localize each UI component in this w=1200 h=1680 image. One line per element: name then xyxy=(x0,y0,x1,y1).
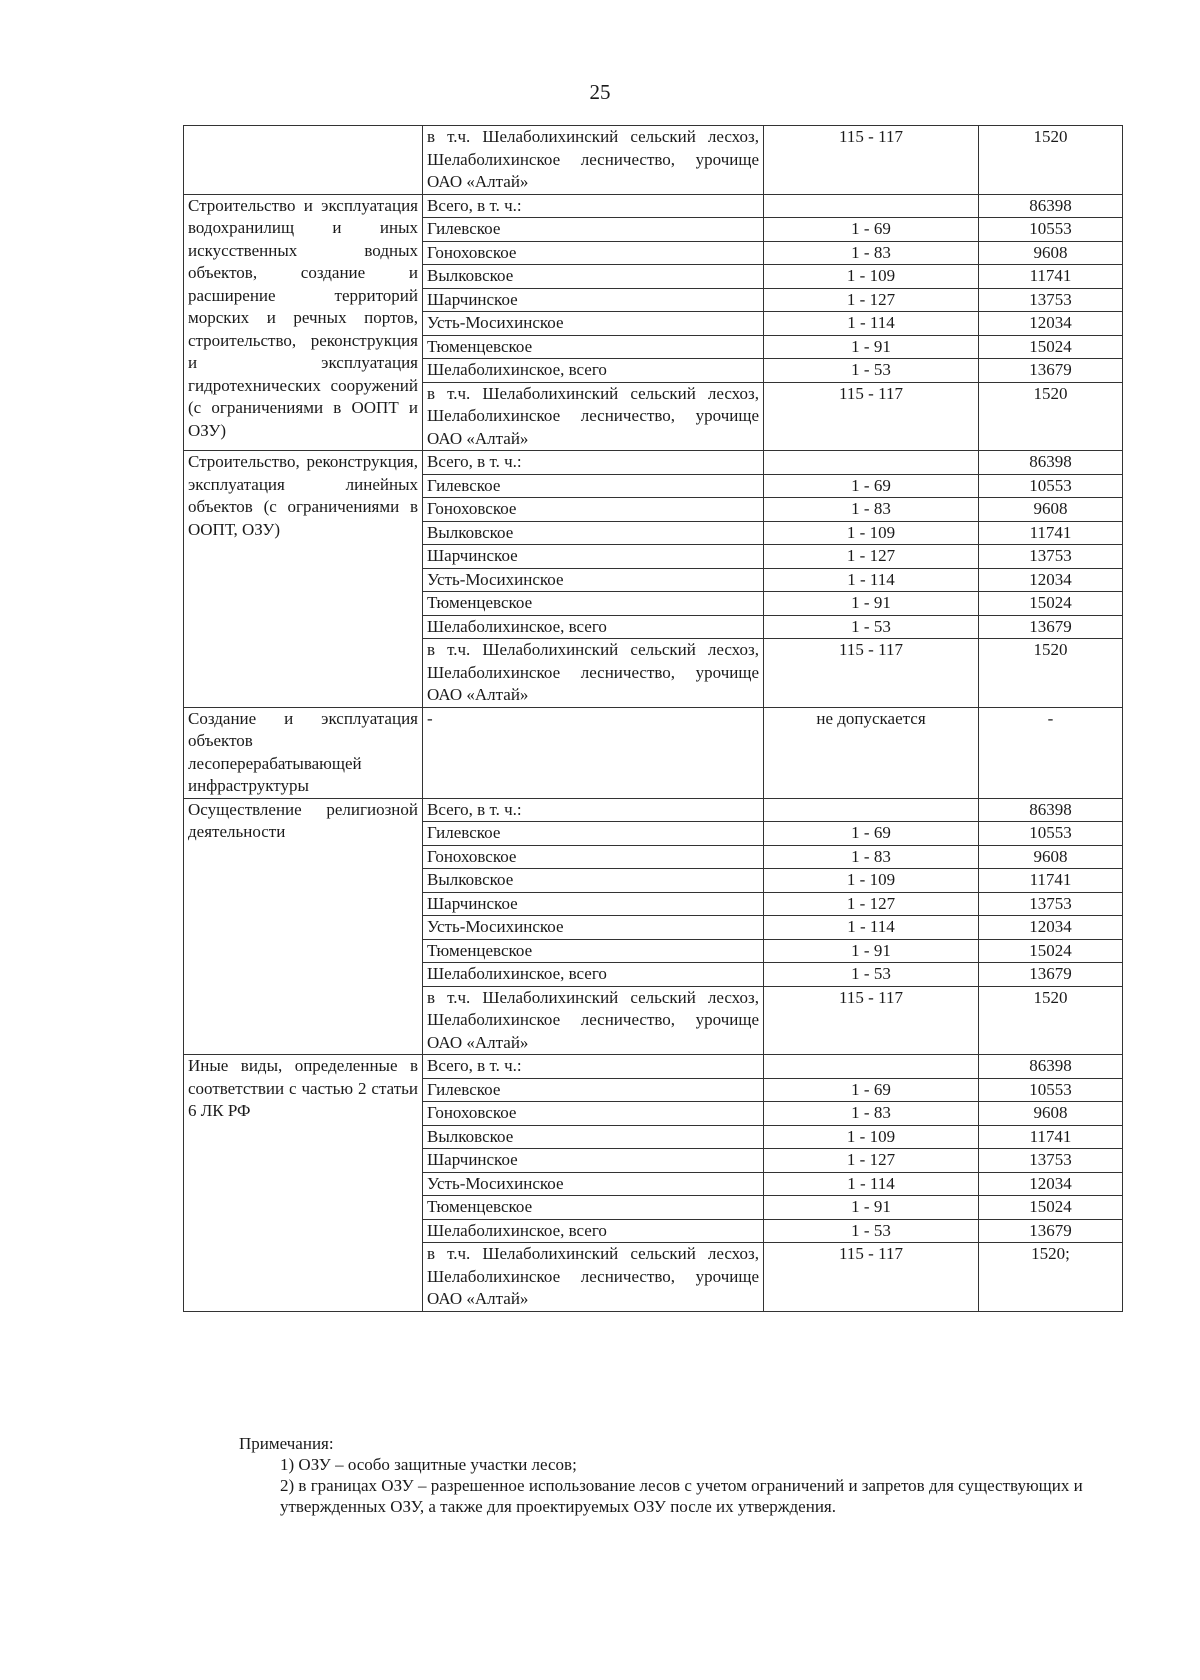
category-cell xyxy=(184,126,423,195)
forestry-name-cell: в т.ч. Шелаболихинский сельский лесхоз, Шелаболихинское лесничество, урочище ОАО «Алтай» xyxy=(423,639,764,708)
quarters-cell: 1 - 83 xyxy=(764,845,979,869)
forestry-name-cell: Гилевское xyxy=(423,1078,764,1102)
quarters-cell: 1 - 91 xyxy=(764,1196,979,1220)
area-cell: 86398 xyxy=(979,798,1123,822)
quarters-cell: 1 - 114 xyxy=(764,916,979,940)
quarters-cell: 1 - 127 xyxy=(764,545,979,569)
forestry-name-cell: Вылковское xyxy=(423,1125,764,1149)
area-cell: 15024 xyxy=(979,1196,1123,1220)
quarters-cell xyxy=(764,798,979,822)
quarters-cell: 115 - 117 xyxy=(764,382,979,451)
area-cell: - xyxy=(979,707,1123,798)
area-cell: 11741 xyxy=(979,265,1123,289)
area-cell: 13753 xyxy=(979,545,1123,569)
quarters-cell: 1 - 69 xyxy=(764,218,979,242)
table-row xyxy=(184,1055,1123,1079)
category-cell: Строительство, реконструкция, эксплуатация линейных объектов (с ограничениями в ООПТ, ОЗУ) xyxy=(184,451,423,708)
forestry-name-cell: Шелаболихинское, всего xyxy=(423,963,764,987)
forestry-name-cell: в т.ч. Шелаболихинский сельский лесхоз, Шелаболихинское лесничество, урочище ОАО «Алтай» xyxy=(423,986,764,1055)
quarters-cell: 1 - 114 xyxy=(764,1172,979,1196)
forestry-name-cell: Шарчинское xyxy=(423,545,764,569)
forestry-name-cell: Тюменцевское xyxy=(423,1196,764,1220)
quarters-cell: 1 - 53 xyxy=(764,359,979,383)
area-cell: 86398 xyxy=(979,451,1123,475)
quarters-cell: 1 - 91 xyxy=(764,939,979,963)
quarters-cell xyxy=(764,451,979,475)
quarters-cell: не допускается xyxy=(764,707,979,798)
area-cell: 10553 xyxy=(979,1078,1123,1102)
category-cell: Строительство и эксплуатация водохранилищ и иных искусственных водных объектов, создание и расширение территорий морских и речных портов, строительство, реконструкция и эксплуатация гидротехнических сооружений (с ограничениями в ООПТ и ОЗУ) xyxy=(184,194,423,451)
table-row xyxy=(184,126,1123,195)
area-cell: 13679 xyxy=(979,1219,1123,1243)
forestry-name-cell: Гилевское xyxy=(423,474,764,498)
area-cell: 13679 xyxy=(979,359,1123,383)
quarters-cell: 1 - 69 xyxy=(764,474,979,498)
forestry-name-cell: Шарчинское xyxy=(423,892,764,916)
forestry-name-cell: Вылковское xyxy=(423,265,764,289)
forestry-name-cell: Шарчинское xyxy=(423,288,764,312)
forestry-name-cell: Усть-Мосихинское xyxy=(423,568,764,592)
forestry-name-cell: Вылковское xyxy=(423,869,764,893)
area-cell: 11741 xyxy=(979,1125,1123,1149)
forestry-name-cell: Всего, в т. ч.: xyxy=(423,194,764,218)
forestry-name-cell: Тюменцевское xyxy=(423,939,764,963)
area-cell: 12034 xyxy=(979,312,1123,336)
area-cell: 11741 xyxy=(979,521,1123,545)
forestry-name-cell: Гоноховское xyxy=(423,845,764,869)
quarters-cell: 1 - 69 xyxy=(764,822,979,846)
area-cell: 13753 xyxy=(979,288,1123,312)
area-cell: 1520 xyxy=(979,986,1123,1055)
area-cell: 9608 xyxy=(979,1102,1123,1126)
quarters-cell: 1 - 114 xyxy=(764,568,979,592)
area-cell: 13753 xyxy=(979,892,1123,916)
area-cell: 10553 xyxy=(979,822,1123,846)
area-cell: 12034 xyxy=(979,916,1123,940)
quarters-cell: 1 - 109 xyxy=(764,265,979,289)
forestry-name-cell: Шелаболихинское, всего xyxy=(423,359,764,383)
area-cell: 15024 xyxy=(979,939,1123,963)
quarters-cell: 1 - 109 xyxy=(764,1125,979,1149)
quarters-cell: 1 - 53 xyxy=(764,1219,979,1243)
forestry-name-cell: Вылковское xyxy=(423,521,764,545)
table-row xyxy=(184,707,1123,798)
area-cell: 15024 xyxy=(979,335,1123,359)
forestry-name-cell: Тюменцевское xyxy=(423,592,764,616)
forestry-name-cell: в т.ч. Шелаболихинский сельский лесхоз, Шелаболихинское лесничество, урочище ОАО «Алтай» xyxy=(423,1243,764,1312)
forestry-name-cell: Тюменцевское xyxy=(423,335,764,359)
forestry-name-cell: Усть-Мосихинское xyxy=(423,312,764,336)
area-cell: 10553 xyxy=(979,218,1123,242)
forestry-name-cell: - xyxy=(423,707,764,798)
table-row xyxy=(184,194,1123,218)
area-cell: 86398 xyxy=(979,1055,1123,1079)
quarters-cell: 115 - 117 xyxy=(764,639,979,708)
area-cell: 15024 xyxy=(979,592,1123,616)
quarters-cell: 1 - 69 xyxy=(764,1078,979,1102)
notes-block xyxy=(186,1433,1121,1517)
forestry-name-cell: Гоноховское xyxy=(423,1102,764,1126)
quarters-cell: 1 - 53 xyxy=(764,615,979,639)
quarters-cell: 115 - 117 xyxy=(764,1243,979,1312)
quarters-cell: 1 - 91 xyxy=(764,592,979,616)
forestry-name-cell: Гилевское xyxy=(423,822,764,846)
forestry-name-cell: Шарчинское xyxy=(423,1149,764,1173)
quarters-cell: 1 - 109 xyxy=(764,521,979,545)
category-cell: Осуществление религиозной деятельности xyxy=(184,798,423,1055)
area-cell: 1520 xyxy=(979,382,1123,451)
forestry-name-cell: Шелаболихинское, всего xyxy=(423,615,764,639)
area-cell: 9608 xyxy=(979,498,1123,522)
category-cell: Создание и эксплуатация объектов лесоперерабатывающей инфраструктуры xyxy=(184,707,423,798)
area-cell: 11741 xyxy=(979,869,1123,893)
forestry-name-cell: в т.ч. Шелаболихинский сельский лесхоз, Шелаболихинское лесничество, урочище ОАО «Алтай» xyxy=(423,126,764,195)
forestry-name-cell: Усть-Мосихинское xyxy=(423,916,764,940)
area-cell: 13679 xyxy=(979,963,1123,987)
category-cell: Иные виды, определенные в соответствии с частью 2 статьи 6 ЛК РФ xyxy=(184,1055,423,1312)
forestry-name-cell: в т.ч. Шелаболихинский сельский лесхоз, Шелаболихинское лесничество, урочище ОАО «Алтай» xyxy=(423,382,764,451)
forestry-name-cell: Гилевское xyxy=(423,218,764,242)
area-cell: 1520 xyxy=(979,126,1123,195)
table-row xyxy=(184,451,1123,475)
area-cell: 1520 xyxy=(979,639,1123,708)
quarters-cell: 1 - 127 xyxy=(764,892,979,916)
forestry-name-cell: Усть-Мосихинское xyxy=(423,1172,764,1196)
area-cell: 10553 xyxy=(979,474,1123,498)
quarters-cell: 1 - 83 xyxy=(764,498,979,522)
quarters-cell: 1 - 109 xyxy=(764,869,979,893)
note-item: 2) в границах ОЗУ – разрешенное использование лесов с учетом ограничений и запретов для существующих и утвержденных ОЗУ, а также для проектируемых ОЗУ после их утверждения. xyxy=(280,1476,1083,1516)
area-cell: 9608 xyxy=(979,845,1123,869)
quarters-cell: 1 - 91 xyxy=(764,335,979,359)
area-cell: 12034 xyxy=(979,568,1123,592)
area-cell: 12034 xyxy=(979,1172,1123,1196)
quarters-cell: 1 - 127 xyxy=(764,288,979,312)
quarters-cell: 1 - 53 xyxy=(764,963,979,987)
quarters-cell: 1 - 83 xyxy=(764,1102,979,1126)
quarters-cell xyxy=(764,194,979,218)
forestry-name-cell: Всего, в т. ч.: xyxy=(423,798,764,822)
quarters-cell: 1 - 127 xyxy=(764,1149,979,1173)
quarters-cell: 115 - 117 xyxy=(764,986,979,1055)
page-number: 25 xyxy=(589,80,611,104)
table-row xyxy=(184,798,1123,822)
quarters-cell: 115 - 117 xyxy=(764,126,979,195)
area-cell: 86398 xyxy=(979,194,1123,218)
forestry-name-cell: Всего, в т. ч.: xyxy=(423,451,764,475)
forestry-name-cell: Шелаболихинское, всего xyxy=(423,1219,764,1243)
forestry-name-cell: Всего, в т. ч.: xyxy=(423,1055,764,1079)
notes-header: Примечания: xyxy=(239,1434,334,1453)
quarters-cell xyxy=(764,1055,979,1079)
forestry-name-cell: Гоноховское xyxy=(423,241,764,265)
area-cell: 1520; xyxy=(979,1243,1123,1312)
area-cell: 13679 xyxy=(979,615,1123,639)
note-item: 1) ОЗУ – особо защитные участки лесов; xyxy=(280,1455,577,1474)
area-cell: 9608 xyxy=(979,241,1123,265)
quarters-cell: 1 - 83 xyxy=(764,241,979,265)
area-cell: 13753 xyxy=(979,1149,1123,1173)
quarters-cell: 1 - 114 xyxy=(764,312,979,336)
forestry-name-cell: Гоноховское xyxy=(423,498,764,522)
forest-use-table xyxy=(183,125,1123,1312)
